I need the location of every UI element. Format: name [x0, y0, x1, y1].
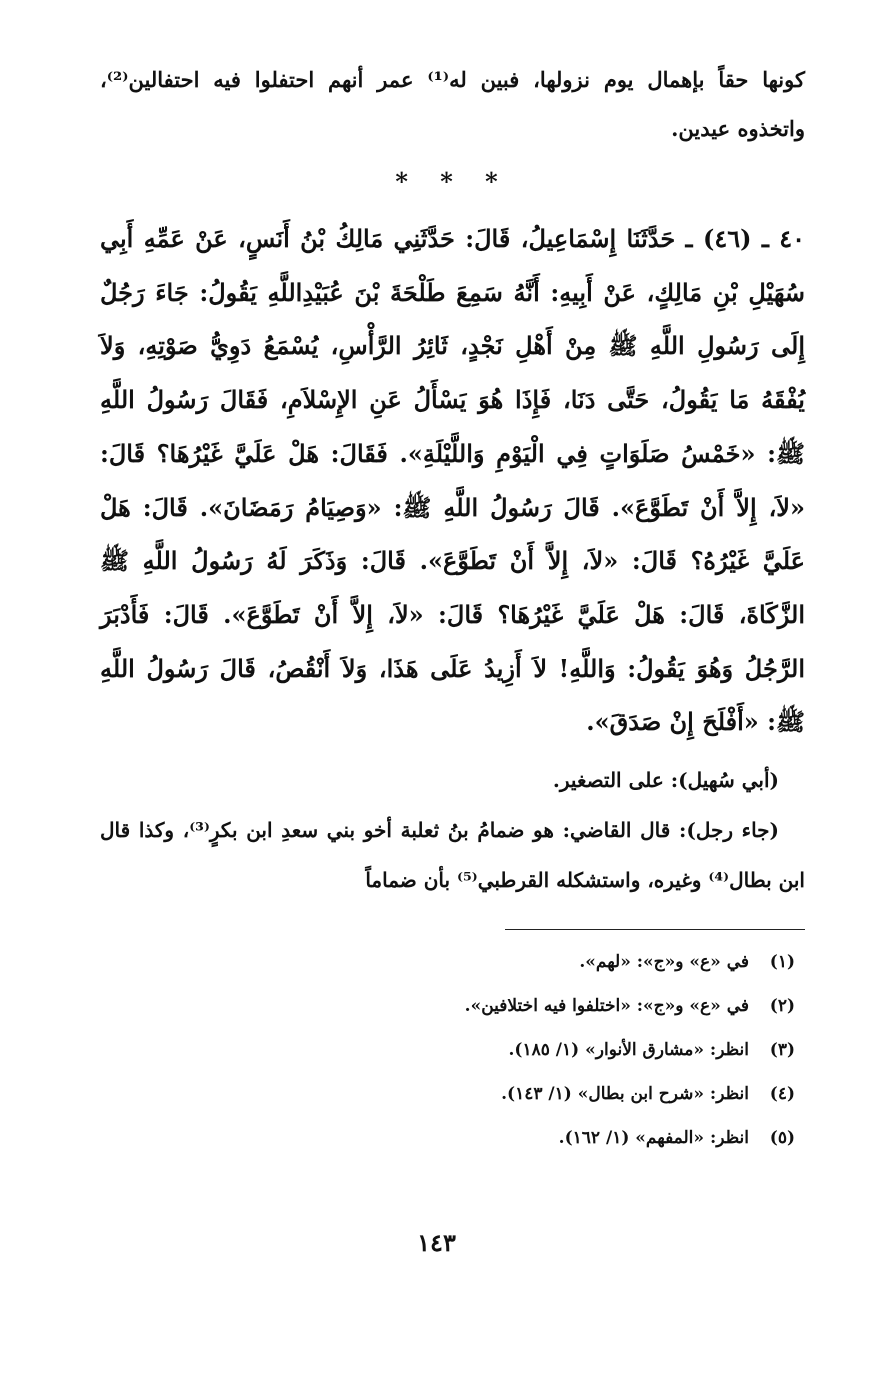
footnote-item [100, 944, 795, 980]
page-body [100, 55, 805, 1164]
footnote-text: في «ع» و«ج»: «لهم». [579, 952, 749, 973]
commentary-paragraph-2: (جاء رجل): قال القاضي: هو ضمامُ بنُ ثعلبة أخو بني سعدِ ابن بكرٍ⁽³⁾، وكذا قال ابن بطال⁽⁴⁾ وغيره، واستشكله القرطبي⁽⁵⁾ بأن ضماماً [100, 818, 805, 893]
footnote-text: في «ع» و«ج»: «اختلفوا فيه اختلافين». [464, 996, 749, 1017]
hadith-paragraph: ٤٠ ـ (٤٦) ـ حَدَّثَنَا إِسْمَاعِيلُ، قَالَ: حَدَّثَنِي مَالِكُ بْنُ أَنَسٍ، عَنْ عَمِّهِ أَبِي سُهَيْلِ بْنِ مَالِكٍ، عَنْ أَبِيهِ: أَنَّهُ سَمِعَ طَلْحَةَ بْنَ عُبَيْدِاللَّهِ يَقُولُ: جَاءَ رَجُلٌ إِلَى رَسُولِ اللَّهِ ﷺ مِنْ أَهْلِ نَجْدٍ، ثَائِرُ الرَّأْسِ، يُسْمَعُ دَوِيُّ صَوْتِهِ، وَلاَ يُفْقَهُ مَا يَقُولُ، حَتَّى دَنَا، فَإِذَا هُوَ يَسْأَلُ عَنِ الإِسْلاَمِ، فَقَالَ رَسُولُ اللَّهِ ﷺ: «خَمْسُ صَلَوَاتٍ فِي الْيَوْمِ وَاللَّيْلَةِ». فَقَالَ: هَلْ عَلَيَّ غَيْرُهَا؟ قَالَ: «لاَ، إِلاَّ أَنْ تَطَوَّعَ». قَالَ رَسُولُ اللَّهِ ﷺ: «وَصِيَامُ رَمَضَانَ». قَالَ: هَلْ عَلَيَّ غَيْرُهُ؟ قَالَ: «لاَ، إِلاَّ أَنْ تَطَوَّعَ». قَالَ: وَذَكَرَ لَهُ رَسُولُ اللَّهِ ﷺ الزَّكَاةَ، قَالَ: هَلْ عَلَيَّ غَيْرُهَا؟ قَالَ: «لاَ، إِلاَّ أَنْ تَطَوَّعَ». قَالَ: فَأَدْبَرَ الرَّجُلُ وَهُوَ يَقُولُ: وَاللَّهِ! لاَ أَزِيدُ عَلَى هَذَا، وَلاَ أَنْقُصُ، قَالَ رَسُولُ اللَّهِ ﷺ: «أَفْلَحَ إِنْ صَدَقَ». [100, 224, 805, 737]
footnotes [100, 944, 805, 1156]
footnote-number: (٤) [769, 1084, 795, 1105]
commentary-paragraph-1: (أبي سُهيل): على التصغير. [552, 768, 779, 793]
footnote-item [100, 1120, 795, 1156]
footnote-text: انظر: «المفهم» (١/ ١٦٢). [558, 1128, 749, 1149]
footnote-item [100, 1076, 795, 1112]
hadith-text [100, 212, 805, 749]
commentary [100, 755, 805, 905]
footnote-number: (٣) [769, 1040, 795, 1061]
footnote-number: (١) [769, 952, 795, 973]
section-separator: * * * [395, 167, 510, 196]
intro-paragraph [100, 55, 805, 153]
footnote-number: (٢) [769, 996, 795, 1017]
footnote-item [100, 988, 795, 1024]
footnote-text: انظر: «شرح ابن بطال» (١/ ١٤٣). [501, 1084, 749, 1105]
footnote-divider [505, 929, 805, 930]
footnote-text: انظر: «مشارق الأنوار» (١/ ١٨٥). [508, 1040, 749, 1061]
intro-line: كونها حقاً بإهمال يوم نزولها، فبين له⁽¹⁾ عمر أنهم احتفلوا فيه احتفالين⁽²⁾، واتخذوه عيدين. [100, 67, 805, 141]
footnote-number: (٥) [769, 1128, 795, 1149]
footnote-item [100, 1032, 795, 1068]
page-number: ١٤٣ [417, 1228, 456, 1257]
